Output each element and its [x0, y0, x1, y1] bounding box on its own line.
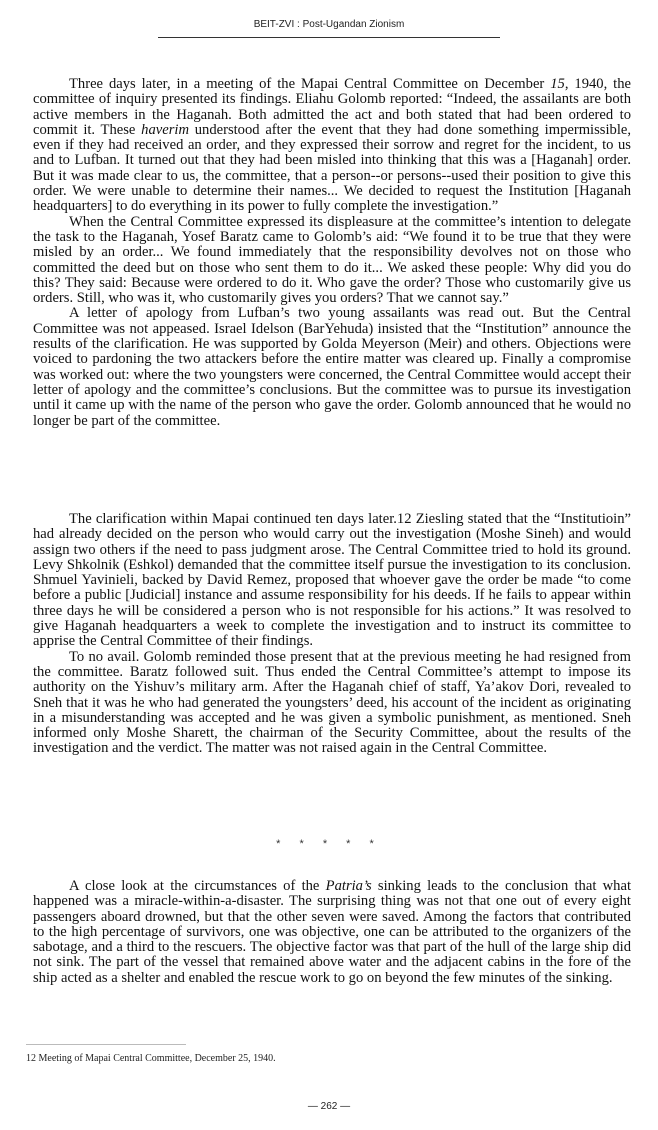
paragraph: A letter of apology from Lufban’s two young assailants was read out. But the Central Committee was not appeased. Israel Idelson (BarYehuda) insisted that the “Institution” announce the results of the clarification. He was supported by Golda Meyerson (Meir) and others. Objections were voiced to pardoning the two attackers before the entire matter was cleared up. Finally a compromise was worked out: where the two youngsters were concerned, the Central Committee would accept their letter of apology and the committee’s conclusions. But the committee was to pursue its investigation until it came up with the name of the person who gave the order. Golomb announced that he would no longer be part of the committee. [33, 305, 631, 429]
section-2 [33, 512, 631, 757]
section-1 [33, 77, 631, 429]
section-3 [33, 879, 631, 986]
paragraph: Three days later, in a meeting of the Mapai Central Committee on December 15, 1940, the committee of inquiry presented its findings. Eliahu Golomb reported: “Indeed, the assailants are both active members in the Haganah. Both admitted the act and both stated that had been ordered to commit it. These haverim understood after the event that they had done something impermissible, even if they had received an order, and they expressed their sorrow and regret for the incident, to us and to Lufban. It turned out that they had been misled into thinking that this was a [Haganah] order. But it was made clear to us, the committee, that a person--or persons--used their position to give this order. We were unable to determine their names... We decided to request the Institution [Haganah headquarters] to do everything in its power to fully complete the investigation.” [33, 76, 631, 215]
running-header: BEIT-ZVI : Post-Ugandan Zionism [253, 19, 405, 30]
footnote-rule [26, 1044, 186, 1045]
paragraph: When the Central Committee expressed its displeasure at the committee’s intention to delegate the task to the Haganah, Yosef Baratz came to Golomb’s aid: “We found it to be true that they were misled by an order... We found immediately that the responsibility devolves not on those who committed the deed but on those who sent them to do it... We asked these people: Why did you do this? They said: Because were ordered to do it. Who gave the order? Those who customarily give us orders. Still, who was it, who customarily gives you orders? That we cannot say.” [33, 213, 631, 307]
paragraph: To no avail. Golomb reminded those present that at the previous meeting he had resigned from the committee. Baratz followed suit. Thus ended the Central Committee’s attempt to impose its authority on the Yishuv’s military arm. After the Haganah chief of staff, Ya’akov Dori, revealed to Sneh that it was he who had generated the youngsters’ deed, his account of the incident as originating in a misunderstanding was accepted and he was given a symbolic punishment, as mentioned. Sneh informed only Moshe Sharett, the chairman of the Security Committee, about the results of the investigation and the verdict. The matter was not raised again in the Central Committee. [33, 648, 631, 757]
section-separator: * * * * * [276, 838, 382, 850]
italic-date: 15 [550, 76, 565, 92]
footnote: 12 Meeting of Mapai Central Committee, December 25, 1940. [26, 1053, 276, 1064]
paragraph: The clarification within Mapai continued ten days later.12 Ziesling stated that the “Institutioin” had already decided on the person who would carry out the investigation (Moshe Sineh) and would assign two others if the need to pass judgment arose. The Central Committee tried to hold its ground. Levy Shkolnik (Eshkol) demanded that the committee itself pursue the investigation to its conclusion. Shmuel Yavinieli, backed by David Remez, proposed that whoever gave the order be made “to come before a public [Judicial] instance and assume responsibility for his deeds. If he fails to appear within three days he will be considered a person who is not responsible for his actions.” It was resolved to give Haganah headquarters a week to complete the investigation and to instruct its committee to apprise the Central Committee of their findings. [33, 511, 631, 650]
italic-ship-name: Patria’s [325, 878, 372, 894]
header-rule [158, 37, 500, 38]
paragraph: A close look at the circumstances of the Patria’s sinking leads to the conclusion that what happened was a miracle-within-a-disaster. The surprising thing was not that one out of every eight passengers aboard drowned, but that the other seven were saved. Among the factors that contributed to the high percentage of survivors, one was objective, one can be attributed to the organizers of the sabotage, and a third to the rescuers. The objective factor was that part of the hull of the large ship did not sink. The part of the vessel that remained above water and the adjacent cabins in the fore of the ship acted as a shelter and enabled the rescue work to go on beyond the few minutes of the sinking. [33, 878, 632, 986]
italic-term: haverim [141, 121, 189, 138]
page-number: — 262 — [307, 1101, 351, 1112]
